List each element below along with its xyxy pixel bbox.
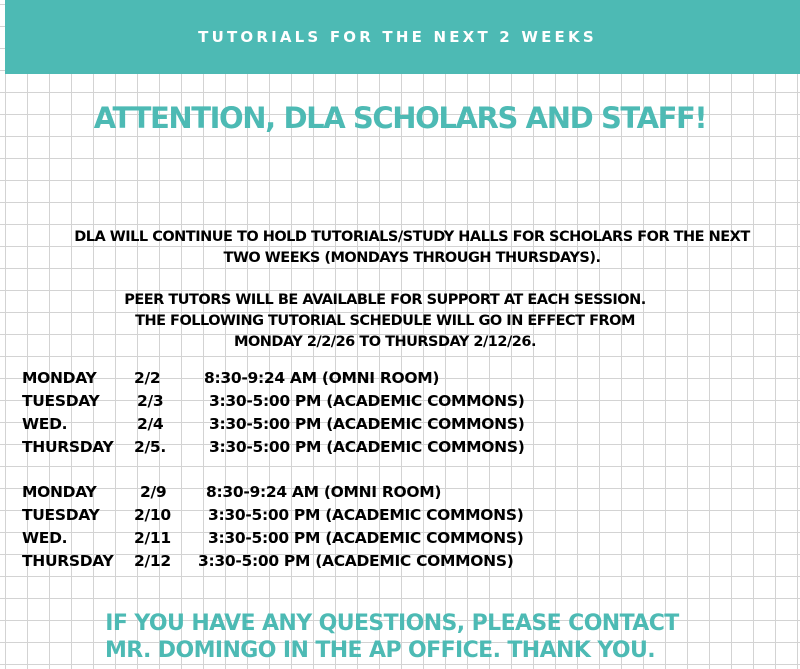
schedule-date: 2/9	[140, 483, 167, 501]
schedule-date: 2/12	[134, 552, 171, 570]
schedule-date: 2/2	[134, 369, 161, 387]
notice-paragraph	[0, 290, 785, 353]
schedule-time: 8:30-9:24 AM (OMNI ROOM)	[204, 369, 440, 387]
schedule-time: 3:30-5:00 PM (ACADEMIC COMMONS)	[208, 506, 524, 524]
intro-line-2: TWO WEEKS (MONDAYS THROUGH THURSDAYS).	[223, 250, 601, 266]
schedule-day: WED.	[22, 529, 68, 547]
notice-line-2: THE FOLLOWING TUTORIAL SCHEDULE WILL GO IN EFFECT FROM	[135, 313, 635, 329]
schedule-time: 8:30-9:24 AM (OMNI ROOM)	[206, 483, 442, 501]
schedule-date: 2/10	[134, 506, 171, 524]
schedule-day: MONDAY	[22, 369, 97, 387]
schedule-day: THURSDAY	[22, 552, 114, 570]
schedule-time: 3:30-5:00 PM (ACADEMIC COMMONS)	[209, 438, 525, 456]
banner-title: TUTORIALS FOR THE NEXT 2 WEEKS	[198, 28, 597, 46]
schedule-date: 2/4	[137, 415, 164, 433]
schedule-time: 3:30-5:00 PM (ACADEMIC COMMONS)	[198, 552, 514, 570]
schedule-time: 3:30-5:00 PM (ACADEMIC COMMONS)	[209, 392, 525, 410]
intro-line-1: DLA WILL CONTINUE TO HOLD TUTORIALS/STUDY HALLS FOR SCHOLARS FOR THE NEXT	[74, 229, 750, 245]
schedule-time: 3:30-5:00 PM (ACADEMIC COMMONS)	[208, 529, 524, 547]
intro-paragraph	[12, 227, 800, 269]
schedule-day: TUESDAY	[22, 506, 100, 524]
schedule-day: TUESDAY	[22, 392, 100, 410]
contact-footer	[0, 610, 800, 664]
notice-line-3: MONDAY 2/2/26 TO THURSDAY 2/12/26.	[234, 334, 536, 350]
notice-line-1: PEER TUTORS WILL BE AVAILABLE FOR SUPPORT AT EACH SESSION.	[124, 292, 646, 308]
schedule-day: MONDAY	[22, 483, 97, 501]
schedule-time: 3:30-5:00 PM (ACADEMIC COMMONS)	[209, 415, 525, 433]
schedule-date: 2/5.	[134, 438, 166, 456]
schedule-day: WED.	[22, 415, 68, 433]
page-headline: ATTENTION, DLA SCHOLARS AND STAFF!	[93, 101, 707, 135]
schedule-day: THURSDAY	[22, 438, 114, 456]
header-banner	[5, 0, 800, 74]
footer-line-2: MR. DOMINGO IN THE AP OFFICE. THANK YOU.	[104, 638, 656, 663]
footer-line-1: IF YOU HAVE ANY QUESTIONS, PLEASE CONTACT	[105, 611, 679, 636]
schedule-date: 2/3	[137, 392, 164, 410]
schedule-date: 2/11	[134, 529, 171, 547]
